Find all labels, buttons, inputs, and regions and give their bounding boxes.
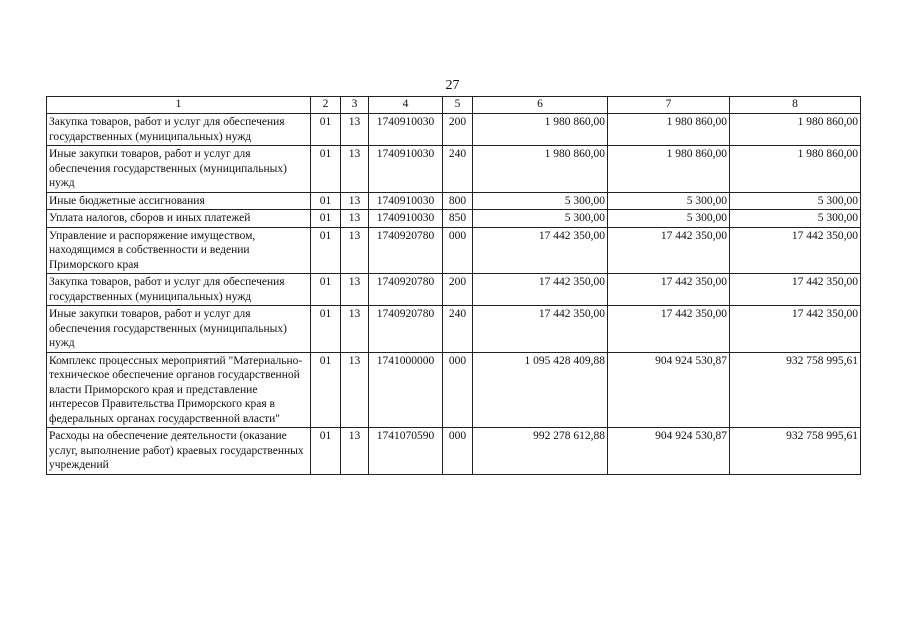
amount-col-8: 5 300,00 (730, 210, 861, 228)
column-header: 8 (730, 97, 861, 114)
section-code: 01 (311, 210, 341, 228)
row-name: Расходы на обеспечение деятельности (оказание услуг, выполнение работ) краевых государственных учреждений (47, 428, 311, 475)
table-row (47, 227, 861, 274)
amount-col-6: 1 980 860,00 (473, 146, 608, 193)
column-header: 3 (341, 97, 369, 114)
amount-col-6: 1 095 428 409,88 (473, 352, 608, 428)
row-name: Закупка товаров, работ и услуг для обеспечения государственных (муниципальных) нужд (47, 274, 311, 306)
budget-table (46, 96, 861, 475)
target-article-code: 1740920780 (369, 227, 443, 274)
row-name: Иные бюджетные ассигнования (47, 192, 311, 210)
amount-col-7: 5 300,00 (608, 192, 730, 210)
page-number: 27 (445, 78, 460, 93)
section-code: 01 (311, 114, 341, 146)
target-article-code: 1741000000 (369, 352, 443, 428)
amount-col-7: 1 980 860,00 (608, 146, 730, 193)
amount-col-7: 17 442 350,00 (608, 306, 730, 353)
column-header: 5 (443, 97, 473, 114)
amount-col-7: 17 442 350,00 (608, 274, 730, 306)
table-row (47, 210, 861, 228)
target-article-code: 1740910030 (369, 210, 443, 228)
amount-col-6: 17 442 350,00 (473, 227, 608, 274)
amount-col-7: 904 924 530,87 (608, 352, 730, 428)
amount-col-8: 932 758 995,61 (730, 352, 861, 428)
target-article-code: 1740910030 (369, 114, 443, 146)
subsection-code: 13 (341, 210, 369, 228)
table-row (47, 192, 861, 210)
amount-col-6: 992 278 612,88 (473, 428, 608, 475)
expense-type-code: 200 (443, 114, 473, 146)
amount-col-8: 932 758 995,61 (730, 428, 861, 475)
expense-type-code: 240 (443, 306, 473, 353)
column-header: 7 (608, 97, 730, 114)
table-row (47, 306, 861, 353)
table-row (47, 352, 861, 428)
section-code: 01 (311, 192, 341, 210)
subsection-code: 13 (341, 306, 369, 353)
row-name: Закупка товаров, работ и услуг для обеспечения государственных (муниципальных) нужд (47, 114, 311, 146)
row-name: Уплата налогов, сборов и иных платежей (47, 210, 311, 228)
section-code: 01 (311, 352, 341, 428)
amount-col-8: 1 980 860,00 (730, 146, 861, 193)
amount-col-6: 17 442 350,00 (473, 274, 608, 306)
amount-col-8: 17 442 350,00 (730, 306, 861, 353)
target-article-code: 1740910030 (369, 146, 443, 193)
section-code: 01 (311, 428, 341, 475)
amount-col-7: 904 924 530,87 (608, 428, 730, 475)
row-name: Иные закупки товаров, работ и услуг для обеспечения государственных (муниципальных) нужд (47, 306, 311, 353)
subsection-code: 13 (341, 114, 369, 146)
row-name: Комплекс процессных мероприятий "Материально-техническое обеспечение органов государственной власти Приморского края и представление интересов Правительства Приморского края в федеральных органах государственной власти" (47, 352, 311, 428)
target-article-code: 1740910030 (369, 192, 443, 210)
column-header: 2 (311, 97, 341, 114)
subsection-code: 13 (341, 428, 369, 475)
table-row (47, 114, 861, 146)
expense-type-code: 000 (443, 428, 473, 475)
row-name: Управление и распоряжение имуществом, находящимся в собственности и ведении Приморского края (47, 227, 311, 274)
table-row (47, 274, 861, 306)
subsection-code: 13 (341, 146, 369, 193)
table-header-row (47, 97, 861, 114)
expense-type-code: 000 (443, 352, 473, 428)
amount-col-8: 17 442 350,00 (730, 274, 861, 306)
section-code: 01 (311, 146, 341, 193)
table-row (47, 428, 861, 475)
expense-type-code: 200 (443, 274, 473, 306)
section-code: 01 (311, 227, 341, 274)
amount-col-6: 5 300,00 (473, 192, 608, 210)
amount-col-6: 1 980 860,00 (473, 114, 608, 146)
expense-type-code: 800 (443, 192, 473, 210)
subsection-code: 13 (341, 274, 369, 306)
amount-col-8: 17 442 350,00 (730, 227, 861, 274)
row-name: Иные закупки товаров, работ и услуг для обеспечения государственных (муниципальных) нужд (47, 146, 311, 193)
amount-col-7: 5 300,00 (608, 210, 730, 228)
target-article-code: 1740920780 (369, 306, 443, 353)
section-code: 01 (311, 274, 341, 306)
amount-col-8: 5 300,00 (730, 192, 861, 210)
target-article-code: 1741070590 (369, 428, 443, 475)
column-header: 4 (369, 97, 443, 114)
amount-col-7: 17 442 350,00 (608, 227, 730, 274)
column-header: 6 (473, 97, 608, 114)
expense-type-code: 850 (443, 210, 473, 228)
amount-col-6: 17 442 350,00 (473, 306, 608, 353)
subsection-code: 13 (341, 352, 369, 428)
table-row (47, 146, 861, 193)
amount-col-8: 1 980 860,00 (730, 114, 861, 146)
amount-col-7: 1 980 860,00 (608, 114, 730, 146)
column-header: 1 (47, 97, 311, 114)
subsection-code: 13 (341, 227, 369, 274)
subsection-code: 13 (341, 192, 369, 210)
amount-col-6: 5 300,00 (473, 210, 608, 228)
expense-type-code: 000 (443, 227, 473, 274)
expense-type-code: 240 (443, 146, 473, 193)
section-code: 01 (311, 306, 341, 353)
target-article-code: 1740920780 (369, 274, 443, 306)
